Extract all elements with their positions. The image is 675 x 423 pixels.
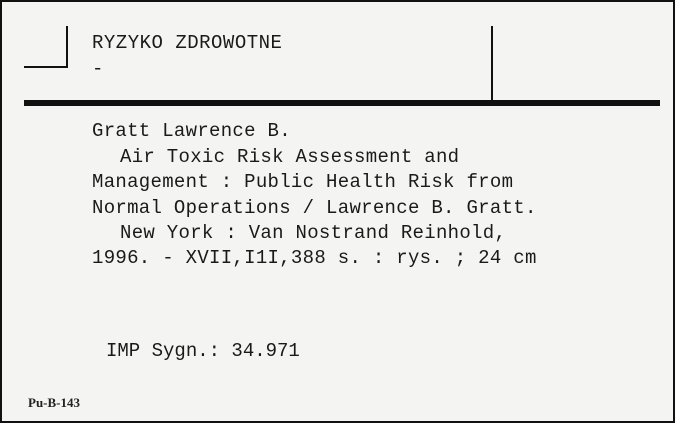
- description-line: 1996. - XVII,I1I,388 s. : rys. ; 24 cm: [92, 247, 537, 269]
- publication-line: New York : Van Nostrand Reinhold,: [120, 222, 507, 244]
- header-divider: [491, 26, 493, 102]
- title-line-1: Air Toxic Risk Assessment and: [120, 146, 460, 168]
- author-line: Gratt Lawrence B.: [92, 120, 291, 142]
- subject-heading: RYZYKO ZDROWOTNE: [92, 32, 283, 54]
- corner-mark-horizontal: [24, 66, 68, 68]
- title-line-3: Normal Operations / Lawrence B. Gratt.: [92, 197, 537, 219]
- corner-mark-vertical: [66, 26, 68, 68]
- call-number: IMP Sygn.: 34.971: [106, 340, 300, 362]
- subject-subdivision: -: [92, 58, 104, 80]
- card-code: Pu-B-143: [28, 395, 80, 410]
- title-line-2: Management : Public Health Risk from: [92, 171, 514, 193]
- heading-rule: [24, 100, 660, 106]
